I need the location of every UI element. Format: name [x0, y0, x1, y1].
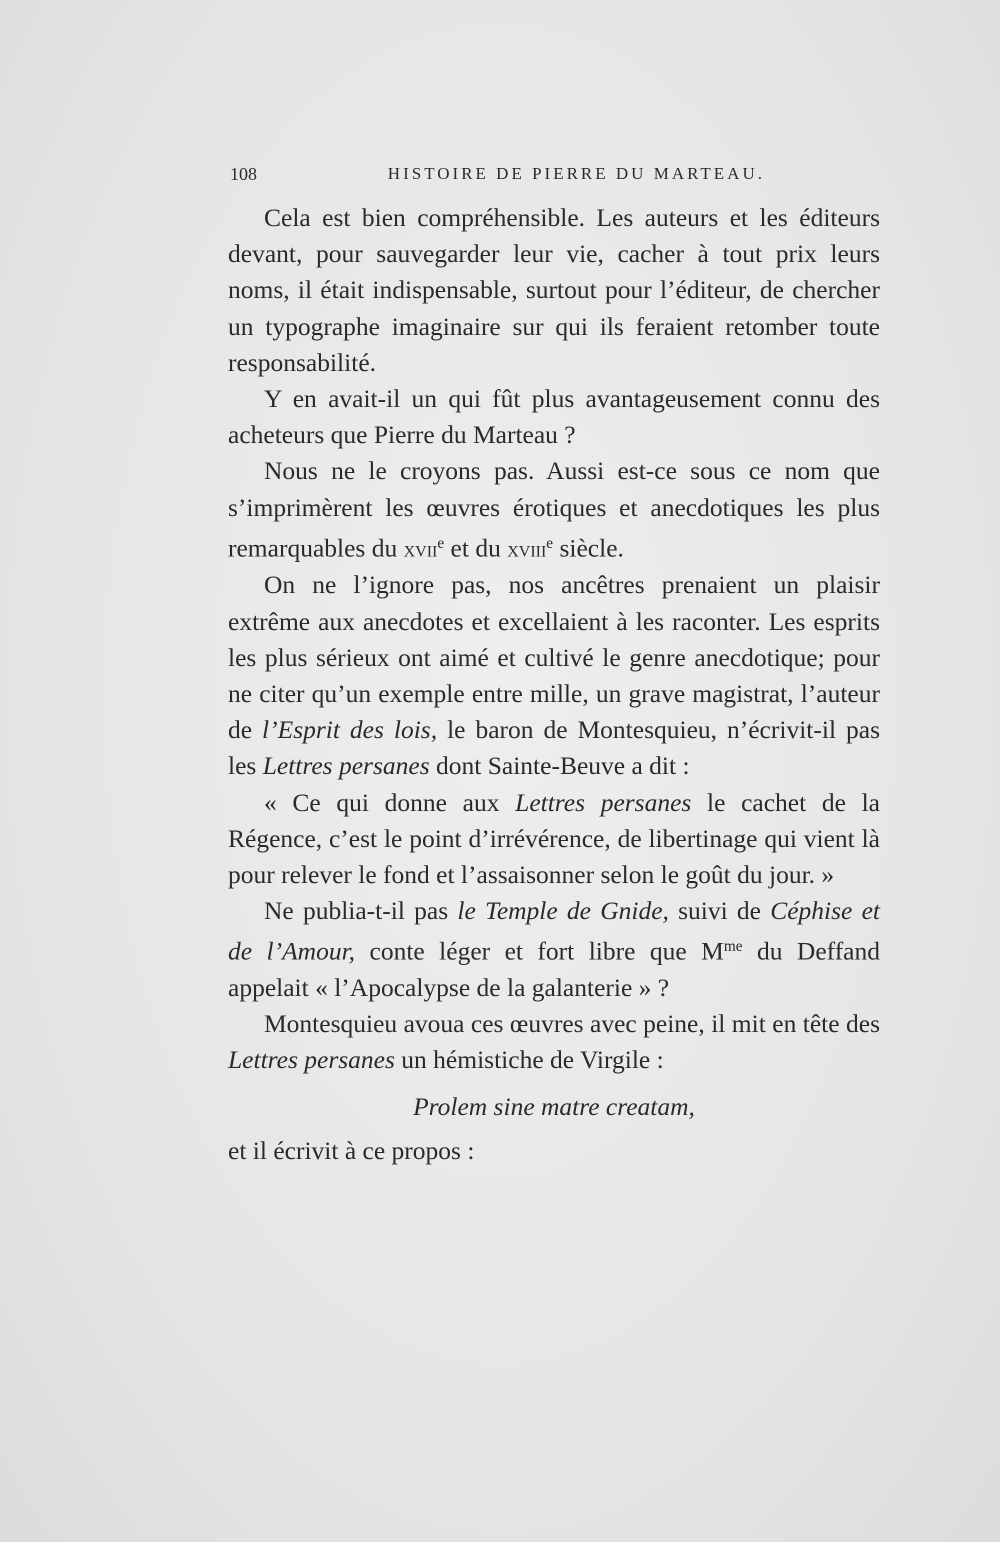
text-run: et il écrivit à ce propos : — [228, 1135, 475, 1165]
text-run: Montesquieu avoua ces œuvres avec peine, il mit en tête des — [264, 1009, 880, 1039]
paragraph — [228, 1133, 880, 1169]
latin-quotation — [228, 1089, 880, 1125]
century-numeral: xviii — [507, 536, 547, 563]
paragraph — [228, 200, 880, 381]
text-run: siècle. — [553, 533, 624, 563]
superscript: me — [723, 938, 743, 956]
text-run: Cela est bien compréhensible. Les auteurs et les éditeurs devant, pour sauvegarder leur vie, cacher à tout prix leurs noms, il était indispensable, surtout pour l’éditeur, de chercher un typographe imaginaire sur qui ils feraient retomber toute responsabilité. — [228, 203, 880, 377]
page-bottom-margin — [0, 1260, 1000, 1540]
italic-title: Lettres persanes — [262, 751, 430, 781]
text-run: et du — [444, 533, 508, 563]
paragraph — [228, 893, 880, 1006]
page-number: 108 — [230, 164, 257, 184]
text-run: un hémistiche de Virgile : — [394, 1045, 664, 1075]
superscript: e — [437, 534, 445, 552]
running-title: HISTOIRE DE PIERRE DU MARTEAU. — [387, 164, 765, 183]
text-run: conte léger et fort libre que M — [355, 936, 724, 966]
italic-title: Céphise et de l’Amour, — [228, 896, 880, 966]
italic-title: le Temple de Gnide, — [457, 896, 669, 926]
text-run: On ne l’ignore pas, nos ancêtres prenaient un plaisir extrême aux anecdotes et excellaient à les raconter. Les esprits les plus sérieux ont aimé et cultivé le genre anecdotique; pour ne citer qu’un exemple entre mille, un grave magistrat, l’auteur de — [228, 570, 880, 745]
text-run: le cachet de la Régence, c’est le point d’irrévérence, de libertinage qui vient là pour relever le fond et l’assaisonner selon le goût du jour. » — [228, 787, 881, 890]
superscript: e — [546, 534, 554, 552]
text-run: dont Sainte-Beuve a dit : — [429, 751, 690, 781]
text-run: Ne publia-t-il pas — [264, 896, 458, 926]
italic-title: l’Esprit des lois, — [262, 715, 438, 745]
paragraph — [228, 381, 880, 453]
text-run: Y en avait-il un qui fût plus avantageusement connu des acheteurs que Pierre du Marteau ? — [228, 384, 880, 450]
paragraph — [228, 785, 880, 894]
text-run: du Deffand appelait « l’Apocalypse de la galanterie » ? — [228, 936, 880, 1003]
body-text — [228, 200, 880, 1169]
text-run: le baron de Montesquieu, n’écrivit-il pas les — [228, 715, 880, 781]
century-numeral: xvii — [403, 536, 438, 563]
paragraph — [228, 567, 880, 784]
paragraph — [228, 1006, 880, 1078]
paragraph — [228, 453, 880, 567]
text-run: suivi de — [668, 896, 771, 926]
italic-title: Lettres persanes — [228, 1045, 395, 1075]
running-header — [230, 162, 765, 186]
italic-title: Lettres persanes — [515, 787, 692, 817]
text-run: Nous ne le croyons pas. Aussi est-ce sous ce nom que s’imprimèrent les œuvres érotiques et anecdotiques les plus remarquables du — [228, 456, 880, 563]
text-run: « Ce qui donne aux — [264, 787, 516, 817]
text-run: Prolem sine matre creatam, — [413, 1091, 695, 1121]
